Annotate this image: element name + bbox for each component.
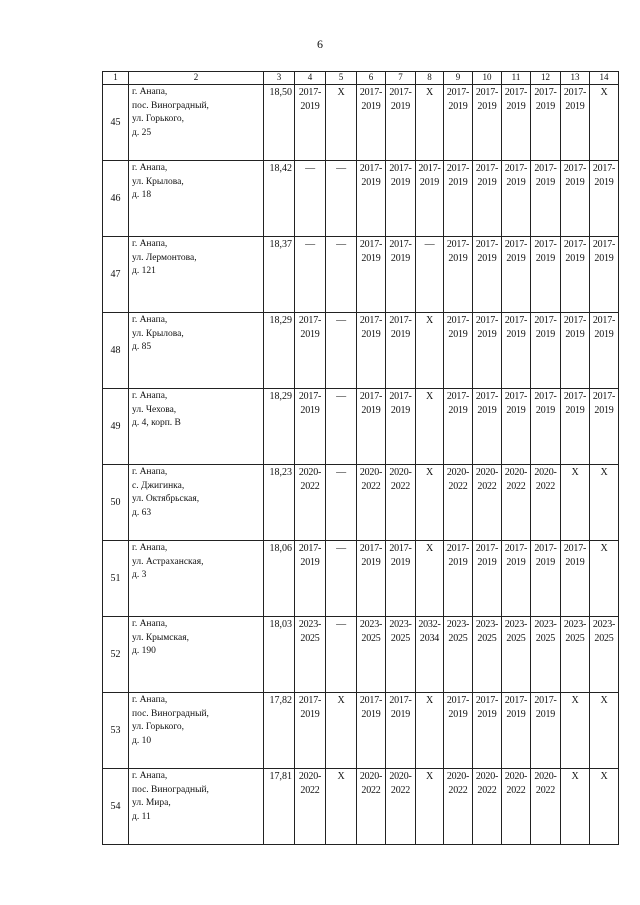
period-cell: X — [590, 693, 619, 769]
address-cell — [129, 465, 264, 541]
period-cell: 2017- 2019 — [502, 541, 531, 617]
period-cell: 2017- 2019 — [590, 237, 619, 313]
table-row — [103, 313, 619, 389]
period-cell: 2017- 2019 — [502, 85, 531, 161]
period-cell: 2023- 2025 — [561, 617, 590, 693]
period-cell: X — [416, 769, 444, 845]
value-cell: 18,42 — [264, 161, 295, 237]
table-body — [103, 85, 619, 845]
period-cell: 2017- 2019 — [444, 161, 473, 237]
period-cell: 2017- 2019 — [386, 313, 416, 389]
value-cell: 17,82 — [264, 693, 295, 769]
address-line: ул. Крылова, — [132, 328, 184, 339]
period-cell: 2017- 2019 — [444, 541, 473, 617]
period-cell: 2017- 2019 — [357, 693, 386, 769]
address-cell — [129, 161, 264, 237]
table-row — [103, 617, 619, 693]
period-cell: 2017- 2019 — [444, 693, 473, 769]
column-header-5: 5 — [326, 72, 357, 85]
period-cell: 2017- 2019 — [295, 85, 326, 161]
column-header-9: 9 — [444, 72, 473, 85]
address-line: г. Анапа, — [132, 619, 168, 629]
period-cell: 2017- 2019 — [502, 237, 531, 313]
value-cell: 17,81 — [264, 769, 295, 845]
period-cell: 2017- 2019 — [295, 313, 326, 389]
period-cell: X — [416, 465, 444, 541]
value-cell: 18,37 — [264, 237, 295, 313]
period-cell: 2017- 2019 — [473, 389, 502, 465]
period-cell: 2023- 2025 — [531, 617, 561, 693]
column-header-6: 6 — [357, 72, 386, 85]
period-cell: — — [326, 237, 357, 313]
period-cell: 2017- 2019 — [295, 693, 326, 769]
period-cell: 2020- 2022 — [531, 769, 561, 845]
period-cell: 2017- 2019 — [386, 237, 416, 313]
column-header-7: 7 — [386, 72, 416, 85]
period-cell: 2023- 2025 — [444, 617, 473, 693]
period-cell: 2017- 2019 — [590, 313, 619, 389]
period-cell: 2017- 2019 — [357, 313, 386, 389]
period-cell: 2017- 2019 — [386, 541, 416, 617]
row-number: 50 — [103, 465, 129, 541]
row-number: 51 — [103, 541, 129, 617]
period-cell: 2020- 2022 — [295, 769, 326, 845]
table-row — [103, 161, 619, 237]
table-row — [103, 693, 619, 769]
address-line: г. Анапа, — [132, 87, 168, 97]
period-cell: 2017- 2019 — [444, 313, 473, 389]
row-number: 53 — [103, 693, 129, 769]
period-cell: 2017- 2019 — [561, 85, 590, 161]
period-cell: 2023- 2025 — [590, 617, 619, 693]
period-cell: X — [416, 693, 444, 769]
table-row — [103, 389, 619, 465]
period-cell: 2017- 2019 — [386, 389, 416, 465]
period-cell: 2017- 2019 — [473, 693, 502, 769]
address-line: д. 18 — [132, 190, 152, 200]
address-line: г. Анапа, — [132, 391, 168, 401]
address-line: д. 190 — [132, 646, 156, 656]
period-cell: 2017- 2019 — [357, 237, 386, 313]
address-line: пос. Виноградный, — [132, 708, 209, 719]
period-cell: — — [326, 617, 357, 693]
address-line: д. 85 — [132, 342, 152, 352]
column-header-2: 2 — [129, 72, 264, 85]
period-cell: X — [561, 465, 590, 541]
row-number: 52 — [103, 617, 129, 693]
address-cell — [129, 313, 264, 389]
address-line: д. 10 — [132, 735, 152, 746]
period-cell: X — [416, 313, 444, 389]
period-cell: 2020- 2022 — [444, 769, 473, 845]
period-cell: 2017- 2019 — [295, 541, 326, 617]
period-cell: 2020- 2022 — [295, 465, 326, 541]
address-cell — [129, 389, 264, 465]
period-cell: — — [295, 161, 326, 237]
column-header-12: 12 — [531, 72, 561, 85]
period-cell: 2017- 2019 — [416, 161, 444, 237]
address-line: д. 3 — [132, 570, 147, 580]
address-line: д. 4, корп. В — [132, 418, 181, 428]
column-header-1: 1 — [103, 72, 129, 85]
address-line: ул. Мира, — [132, 798, 171, 808]
column-header-13: 13 — [561, 72, 590, 85]
column-header-14: 14 — [590, 72, 619, 85]
row-number: 47 — [103, 237, 129, 313]
period-cell: X — [590, 465, 619, 541]
period-cell: X — [416, 85, 444, 161]
value-cell: 18,29 — [264, 389, 295, 465]
address-cell — [129, 541, 264, 617]
period-cell: 2020- 2022 — [357, 465, 386, 541]
period-cell: 2017- 2019 — [386, 693, 416, 769]
period-cell: 2020- 2022 — [444, 465, 473, 541]
period-cell: 2017- 2019 — [357, 541, 386, 617]
address-line: пос. Виноградный, — [132, 100, 209, 111]
period-cell: 2017- 2019 — [444, 389, 473, 465]
address-line: г. Анапа, — [132, 543, 168, 553]
period-cell: 2017- 2019 — [473, 237, 502, 313]
address-line: ул. Лермонтова, — [132, 252, 197, 263]
column-header-8: 8 — [416, 72, 444, 85]
address-line: д. 121 — [132, 266, 156, 276]
address-line: ул. Чехова, — [132, 404, 177, 415]
period-cell: 2020- 2022 — [386, 769, 416, 845]
period-cell: 2020- 2022 — [502, 769, 531, 845]
period-cell: — — [326, 389, 357, 465]
period-cell: 2017- 2019 — [590, 161, 619, 237]
column-header-4: 4 — [295, 72, 326, 85]
period-cell: 2017- 2019 — [502, 313, 531, 389]
table-row — [103, 769, 619, 845]
period-cell: X — [326, 769, 357, 845]
address-line: г. Анапа, — [132, 467, 168, 477]
period-cell: 2017- 2019 — [561, 313, 590, 389]
period-cell: 2017- 2019 — [531, 389, 561, 465]
column-header-10: 10 — [473, 72, 502, 85]
period-cell: 2017- 2019 — [531, 237, 561, 313]
period-cell: 2032- 2034 — [416, 617, 444, 693]
value-cell: 18,29 — [264, 313, 295, 389]
period-cell: 2020- 2022 — [502, 465, 531, 541]
period-cell: 2017- 2019 — [590, 389, 619, 465]
period-cell: 2017- 2019 — [561, 541, 590, 617]
period-cell: 2017- 2019 — [473, 161, 502, 237]
period-cell: 2017- 2019 — [386, 161, 416, 237]
address-line: ул. Октябрьская, — [132, 494, 200, 504]
period-cell: X — [326, 693, 357, 769]
period-cell: 2020- 2022 — [473, 465, 502, 541]
address-line: с. Джигинка, — [132, 480, 185, 491]
address-line: г. Анапа, — [132, 695, 168, 705]
address-cell — [129, 769, 264, 845]
address-line: г. Анапа, — [132, 163, 168, 173]
address-line: ул. Горького, — [132, 722, 184, 732]
period-cell: 2023- 2025 — [386, 617, 416, 693]
header-row — [103, 72, 619, 85]
period-cell: 2017- 2019 — [561, 161, 590, 237]
period-cell: 2017- 2019 — [531, 693, 561, 769]
period-cell: — — [326, 161, 357, 237]
period-cell: 2017- 2019 — [357, 85, 386, 161]
address-line: д. 25 — [132, 127, 152, 138]
address-line: г. Анапа, — [132, 315, 168, 325]
period-cell: 2017- 2019 — [357, 389, 386, 465]
period-cell: 2023- 2025 — [502, 617, 531, 693]
address-line: ул. Крымская, — [132, 632, 189, 643]
period-cell: 2017- 2019 — [444, 85, 473, 161]
row-number: 54 — [103, 769, 129, 845]
address-line: д. 63 — [132, 507, 152, 518]
period-cell: 2017- 2019 — [531, 313, 561, 389]
table-row — [103, 85, 619, 161]
period-cell: 2017- 2019 — [295, 389, 326, 465]
address-cell — [129, 237, 264, 313]
period-cell: X — [326, 85, 357, 161]
address-line: ул. Астраханская, — [132, 556, 204, 567]
address-cell — [129, 693, 264, 769]
period-cell: X — [590, 541, 619, 617]
row-number: 45 — [103, 85, 129, 161]
period-cell: 2017- 2019 — [502, 693, 531, 769]
period-cell: 2023- 2025 — [473, 617, 502, 693]
period-cell: 2020- 2022 — [386, 465, 416, 541]
period-cell: 2017- 2019 — [502, 161, 531, 237]
period-cell: 2017- 2019 — [531, 161, 561, 237]
period-cell: 2017- 2019 — [386, 85, 416, 161]
period-cell: — — [326, 541, 357, 617]
period-cell: X — [416, 389, 444, 465]
period-cell: X — [590, 769, 619, 845]
period-cell: X — [561, 693, 590, 769]
address-line: ул. Крылова, — [132, 176, 184, 187]
address-cell — [129, 617, 264, 693]
period-cell: 2017- 2019 — [473, 85, 502, 161]
value-cell: 18,50 — [264, 85, 295, 161]
row-number: 49 — [103, 389, 129, 465]
row-number: 48 — [103, 313, 129, 389]
period-cell: 2017- 2019 — [531, 541, 561, 617]
period-cell: — — [295, 237, 326, 313]
address-line: ул. Горького, — [132, 114, 184, 124]
column-header-3: 3 — [264, 72, 295, 85]
period-cell: — — [326, 313, 357, 389]
period-cell: 2017- 2019 — [561, 237, 590, 313]
period-cell: 2017- 2019 — [444, 237, 473, 313]
period-cell: 2017- 2019 — [357, 161, 386, 237]
table-row — [103, 541, 619, 617]
period-cell: 2020- 2022 — [531, 465, 561, 541]
page-number: 6 — [317, 37, 323, 51]
period-cell: X — [416, 541, 444, 617]
column-header-11: 11 — [502, 72, 531, 85]
address-line: г. Анапа, — [132, 239, 168, 249]
period-cell: 2017- 2019 — [502, 389, 531, 465]
period-cell: 2023- 2025 — [357, 617, 386, 693]
period-cell: 2023- 2025 — [295, 617, 326, 693]
address-cell — [129, 85, 264, 161]
address-line: г. Анапа, — [132, 771, 168, 781]
period-cell: 2017- 2019 — [473, 541, 502, 617]
period-cell: — — [326, 465, 357, 541]
period-cell: 2017- 2019 — [473, 313, 502, 389]
period-cell: — — [416, 237, 444, 313]
value-cell: 18,06 — [264, 541, 295, 617]
period-cell: 2020- 2022 — [357, 769, 386, 845]
table-row — [103, 237, 619, 313]
value-cell: 18,23 — [264, 465, 295, 541]
period-cell: 2020- 2022 — [473, 769, 502, 845]
value-cell: 18,03 — [264, 617, 295, 693]
period-cell: 2017- 2019 — [531, 85, 561, 161]
period-cell: X — [561, 769, 590, 845]
address-line: пос. Виноградный, — [132, 784, 209, 795]
row-number: 46 — [103, 161, 129, 237]
period-cell: 2017- 2019 — [561, 389, 590, 465]
address-line: д. 11 — [132, 811, 151, 822]
period-cell: X — [590, 85, 619, 161]
schedule-table — [102, 71, 619, 845]
table-row — [103, 465, 619, 541]
